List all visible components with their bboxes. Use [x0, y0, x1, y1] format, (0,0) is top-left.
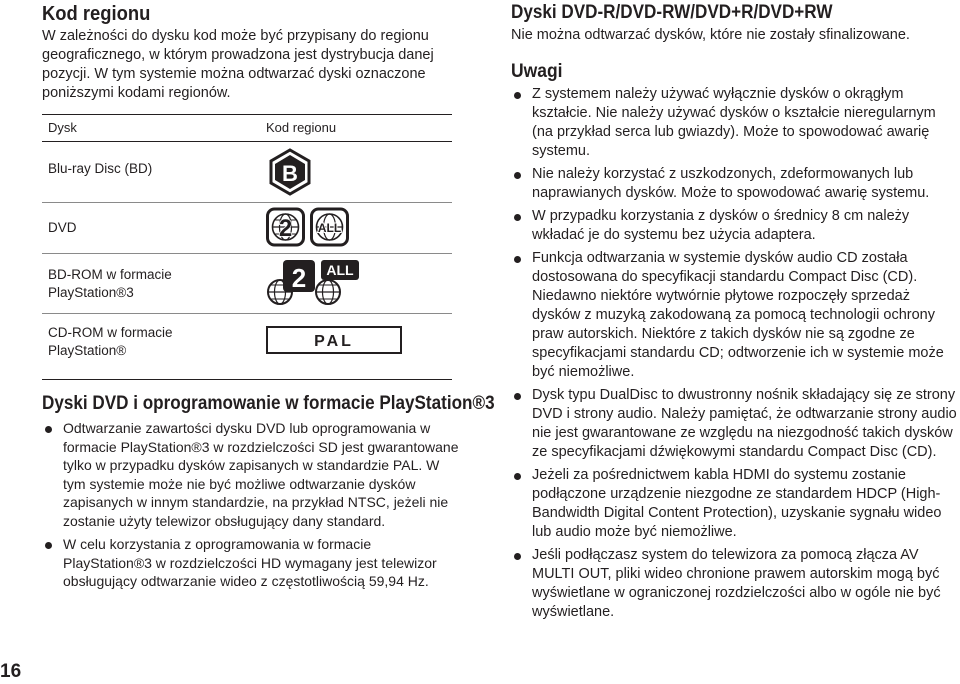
left-column [42, 0, 494, 103]
dvdr-text: Nie można odtwarzać dysków, które nie zostały sfinalizowane. [511, 27, 910, 43]
region-b-letter: B [282, 161, 298, 186]
pal-icon [266, 326, 402, 354]
table-row [42, 202, 452, 254]
region-2-all-icon [266, 207, 366, 247]
dvdr-heading: Dyski DVD-R/DVD-RW/DVD+R/DVD+RW [511, 2, 833, 23]
region-all-text-globe: ALL [326, 262, 354, 278]
list-item: Odtwarzanie zawartości dysku DVD lub oprogramowania w formacie PlayStation®3 w rozdzielczości SD jest gwarantowane tylko w przypadku dysków zapisanych w standardzie PAL. W tym systemie może nie być możliwe odtwarzanie dysków zapisanych w innym standardzie, na przykład NTSC, jeżeli nie zostanie użyty telewizor obsługujący dany standard. [42, 419, 462, 530]
list-item: W przypadku korzystania z dysków o średnicy 8 cm należy wkładać je do systemu bez użycia adaptera. [511, 207, 957, 245]
region-2-digit-globe: 2 [291, 263, 307, 293]
region-b-icon [266, 148, 314, 196]
region-all-text: ALL [317, 221, 342, 235]
row-label-bd: Blu-ray Disc (BD) [48, 161, 153, 176]
region-code-table [42, 114, 452, 380]
dvd-ps3-bullets [42, 419, 462, 591]
row-label-dvd: DVD [48, 220, 77, 235]
list-item: Jeżeli za pośrednictwem kabla HDMI do systemu zostanie podłączone urządzenie niezgodne ze standardem HDCP (High-Bandwidth Digital Content Protection), uzyskanie sygnału wideo lub audio może być niemożliwe. [511, 466, 957, 542]
notes-heading: Uwagi [511, 61, 563, 82]
right-column [511, 0, 957, 626]
list-item: W celu korzystania z oprogramowania w formacie PlayStation®3 w rozdzielczości HD wymagany jest telewizor obsługujący odtwarzanie wideo z częstotliwością 59,94 Hz. [42, 535, 462, 591]
region-2-digit: 2 [278, 215, 293, 242]
notes-bullets [511, 85, 957, 622]
list-item: Jeśli podłączasz system do telewizora za pomocą złącza AV MULTI OUT, pliki wideo chronione prawem autorskim mogą być wyświetlane w ograniczonej rozdzielczości albo w ogóle nie być wyświetlane. [511, 546, 957, 622]
page-number: 16 [0, 661, 22, 682]
list-item: Dysk typu DualDisc to dwustronny nośnik składający się ze strony DVD i strony audio. Należy pamiętać, że odtwarzanie strony audio nie jest gwarantowane ze względu na niezgodność takich dysków ze specyfikacjami dźwiękowymi standardu Compact Disc (CD). [511, 386, 957, 462]
table-row [42, 142, 452, 202]
list-item: Funkcja odtwarzania w systemie dysków audio CD została dostosowana do specyfikacji standardu Compact Disc (CD). Niedawno niektóre wytwórnie płytowe rozpoczęły sprzedaż dysków z muzyką zakodowaną za pomocą technologii ochrony praw autorskich. Niektóre z takich dysków nie są zgodne ze specyfikacjami standardu CD; odtworzenie ich w systemie może być niemożliwe. [511, 249, 957, 382]
dvd-ps3-heading: Dyski DVD i oprogramowanie w formacie PlayStation®3 [42, 393, 495, 414]
column-header-disc: Dysk [48, 120, 77, 135]
table-header [42, 115, 452, 142]
row-label-bdrom: BD-ROM w formacie PlayStation®3 [48, 267, 172, 300]
pal-text: PAL [314, 333, 354, 350]
row-label-cdrom: CD-ROM w formacie PlayStation® [48, 325, 173, 358]
table-row [42, 253, 452, 314]
column-header-region-code: Kod regionu [266, 120, 337, 135]
region-2-all-globe-icon [266, 258, 366, 310]
table-row [42, 313, 452, 380]
region-code-intro: W zależności do dysku kod może być przypisany do regionu geograficznego, w którym prowadzona jest dystrybucja danej pozycji. W tym systemie można odtwarzać dyski oznaczone poniższymi kodami regionów. [42, 28, 434, 101]
region-code-heading: Kod regionu [42, 3, 151, 25]
dvd-ps3-section [42, 393, 494, 596]
list-item: Z systemem należy używać wyłącznie dysków o okrągłym kształcie. Nie należy używać dysków o kształcie nieregularnym (na przykład serca lub gwiazdy). Może to spowodować awarię systemu. [511, 85, 957, 161]
list-item: Nie należy korzystać z uszkodzonych, zdeformowanych lub naprawianych dysków. Może to spowodować awarię systemu. [511, 165, 957, 203]
